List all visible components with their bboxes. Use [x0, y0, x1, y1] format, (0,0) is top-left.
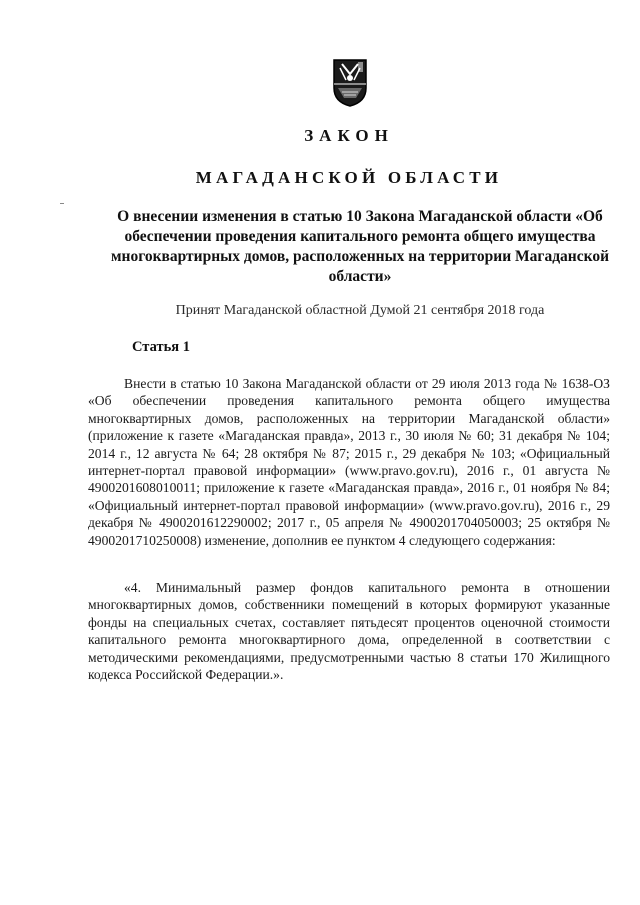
article-paragraph-2: «4. Минимальный размер фондов капитального ремонта в отношении многоквартирных домов, собственники помещений в которых формируют указанные фонды на специальных счетах, составляет пятьдесят процентов оценочной стоимости капитального ремонта многоквартирного дома, определенной в соответствии с методическими рекомендациями, предусмотренными частью 8 статьи 170 Жилищного кодекса Российской Федерации.». [88, 580, 610, 683]
article-paragraph-1: Внести в статью 10 Закона Магаданской области от 29 июля 2013 года № 1638-ОЗ «Об обеспечении проведения капитального ремонта общего имущества многоквартирных домов, расположенных на территории Магаданской области» (приложение к газете «Магаданская правда», 2013 г., 30 июля № 60; 31 декабря № 104; 2014 г., 12 августа № 64; 28 октября № 87; 2015 г., 29 декабря № 103; «Официальный интернет-портал правовой информации» (www.pravo.gov.ru), 2016 г., 01 августа № 4900201608010011; приложение к газете «Магаданская правда», 2016 г., 01 ноября № 84; «Официальный интернет-портал правовой информации» (www.pravo.gov.ru), 2016 г., 29 декабря № 4900201612290002; 2017 г., 05 апреля № 4900201704050003; 25 октября № 4900201710250008) изменение, дополнив ее пунктом 4 следующего содержания: [88, 376, 610, 548]
document-title: О внесении изменения в статью 10 Закона Магаданской области «Об обеспечении проведения капитального ремонта общего имущества многоквартирных домов, расположенных на территории Магаданской области» [110, 208, 610, 285]
article-heading: Статья 1 [132, 339, 190, 355]
magadan-coat-of-arms-icon [332, 58, 368, 108]
margin-mark [60, 203, 64, 204]
law-label: ЗАКОН [304, 126, 394, 145]
region-label: МАГАДАНСКОЙ ОБЛАСТИ [195, 168, 503, 187]
adoption-line: Принят Магаданской областной Думой 21 сентября 2018 года [175, 303, 545, 318]
